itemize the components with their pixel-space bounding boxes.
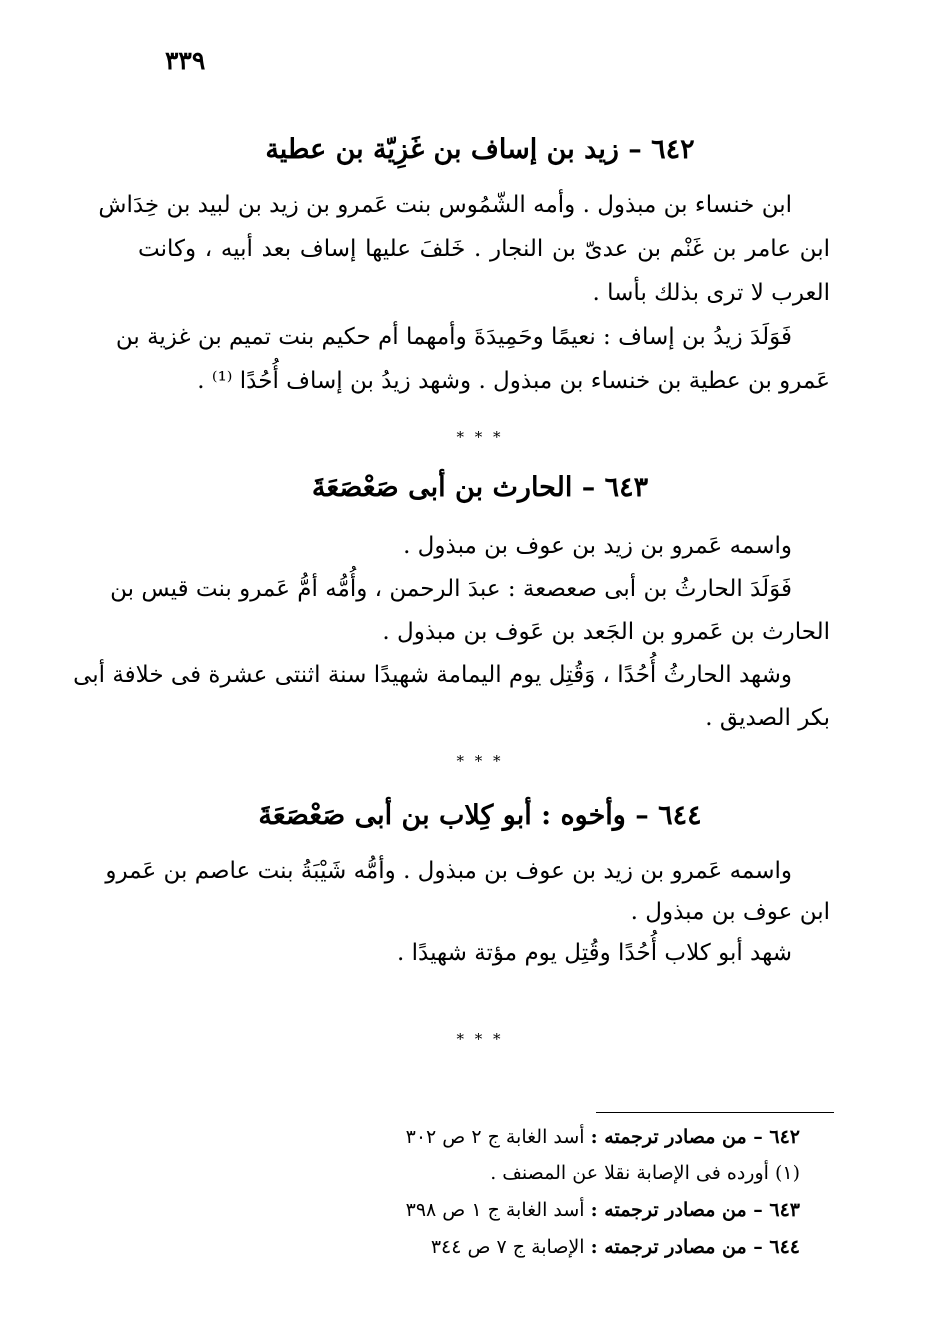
footnote-text: أسد الغابة ج ٢ ص ٣٠٢ [405,1126,585,1148]
footnote-643 [300,1199,800,1221]
footnote-label: ٦٤٢ – من مصادر ترجمته : [590,1126,800,1148]
footnote-label: ٦٤٤ – من مصادر ترجمته : [590,1236,800,1258]
footnote-text: (١) أورده فى الإصابة نقلا عن المصنف . [490,1162,800,1184]
page-number: ٣٣٩ [165,46,206,75]
entry-642-line-1: ابن خنساء بن مبذول . وأمه الشّمُوس بنت عَمرو بن زيد بن لبيد بن خِدَاش [98,192,792,218]
entry-642-line-2: ابن عامر بن غَنْم بن عدىّ بن النجار . خَلفَ عليها إساف بعد أبيه ، وكانت [138,236,830,262]
entry-643-line-4: وشهد الحارثُ أُحُدًا ، وَقُتِل يوم اليمامة شهيدًا سنة اثنتى عشرة فى خلافة أبى [73,662,792,688]
entry-title-644: ٦٤٤ – وأخوه : أبو كِلاب بن أبى صَعْصَعَةَ [258,800,702,831]
entry-642-line-5: عَمرو بن عطية بن خنساء بن مبذول . وشهد زيدُ بن إساف أُحُدًا ⁽¹⁾ . [197,368,830,394]
footnote-1 [300,1162,800,1184]
section-separator: * * * [456,428,504,446]
entry-644-line-1: واسمه عَمرو بن زيد بن عوف بن مبذول . وأمُّه شَيْبَةُ بنت عاصم بن عَمرو [105,858,792,884]
footnote-text: الإصابة ج ٧ ص ٣٤٤ [430,1236,585,1258]
section-separator: * * * [456,1030,504,1048]
entry-642-line-4: فَوَلَدَ زيدُ بن إساف : نعيمًا وحَمِيدَةَ وأمهما أم حكيم بنت تميم بن غزية بن [115,324,792,350]
entry-title-643: ٦٤٣ – الحارث بن أبى صَعْصَعَةَ [311,472,649,503]
footnote-rule [596,1112,834,1113]
footnote-label: ٦٤٣ – من مصادر ترجمته : [590,1199,800,1221]
entry-643-line-5: بكر الصديق . [705,705,830,731]
section-separator: * * * [456,752,504,770]
entry-643-line-3: الحارث بن عَمرو بن الجَعد بن عَوف بن مبذول . [382,619,830,645]
entry-title-642: ٦٤٢ – زيد بن إساف بن غَزِيّة بن عطية [265,134,695,165]
footnote-text: أسد الغابة ج ١ ص ٣٩٨ [405,1199,585,1221]
footnote-644 [300,1236,800,1258]
footnote-642 [300,1126,800,1148]
entry-643-line-1: واسمه عَمرو بن زيد بن عوف بن مبذول . [403,533,792,559]
entry-644-line-3: شهد أبو كلاب أُحُدًا وقُتِل يوم مؤتة شهيدًا . [396,940,792,966]
entry-644-line-2: ابن عوف بن مبذول . [630,899,830,925]
entry-643-line-2: فَوَلَدَ الحارثُ بن أبى صعصعة : عبدَ الرحمن ، وأُمُّه أمُّ عَمرو بنت قيس بن [110,576,792,602]
entry-642-line-3: العرب لا ترى بذلك بأسا . [592,280,830,306]
